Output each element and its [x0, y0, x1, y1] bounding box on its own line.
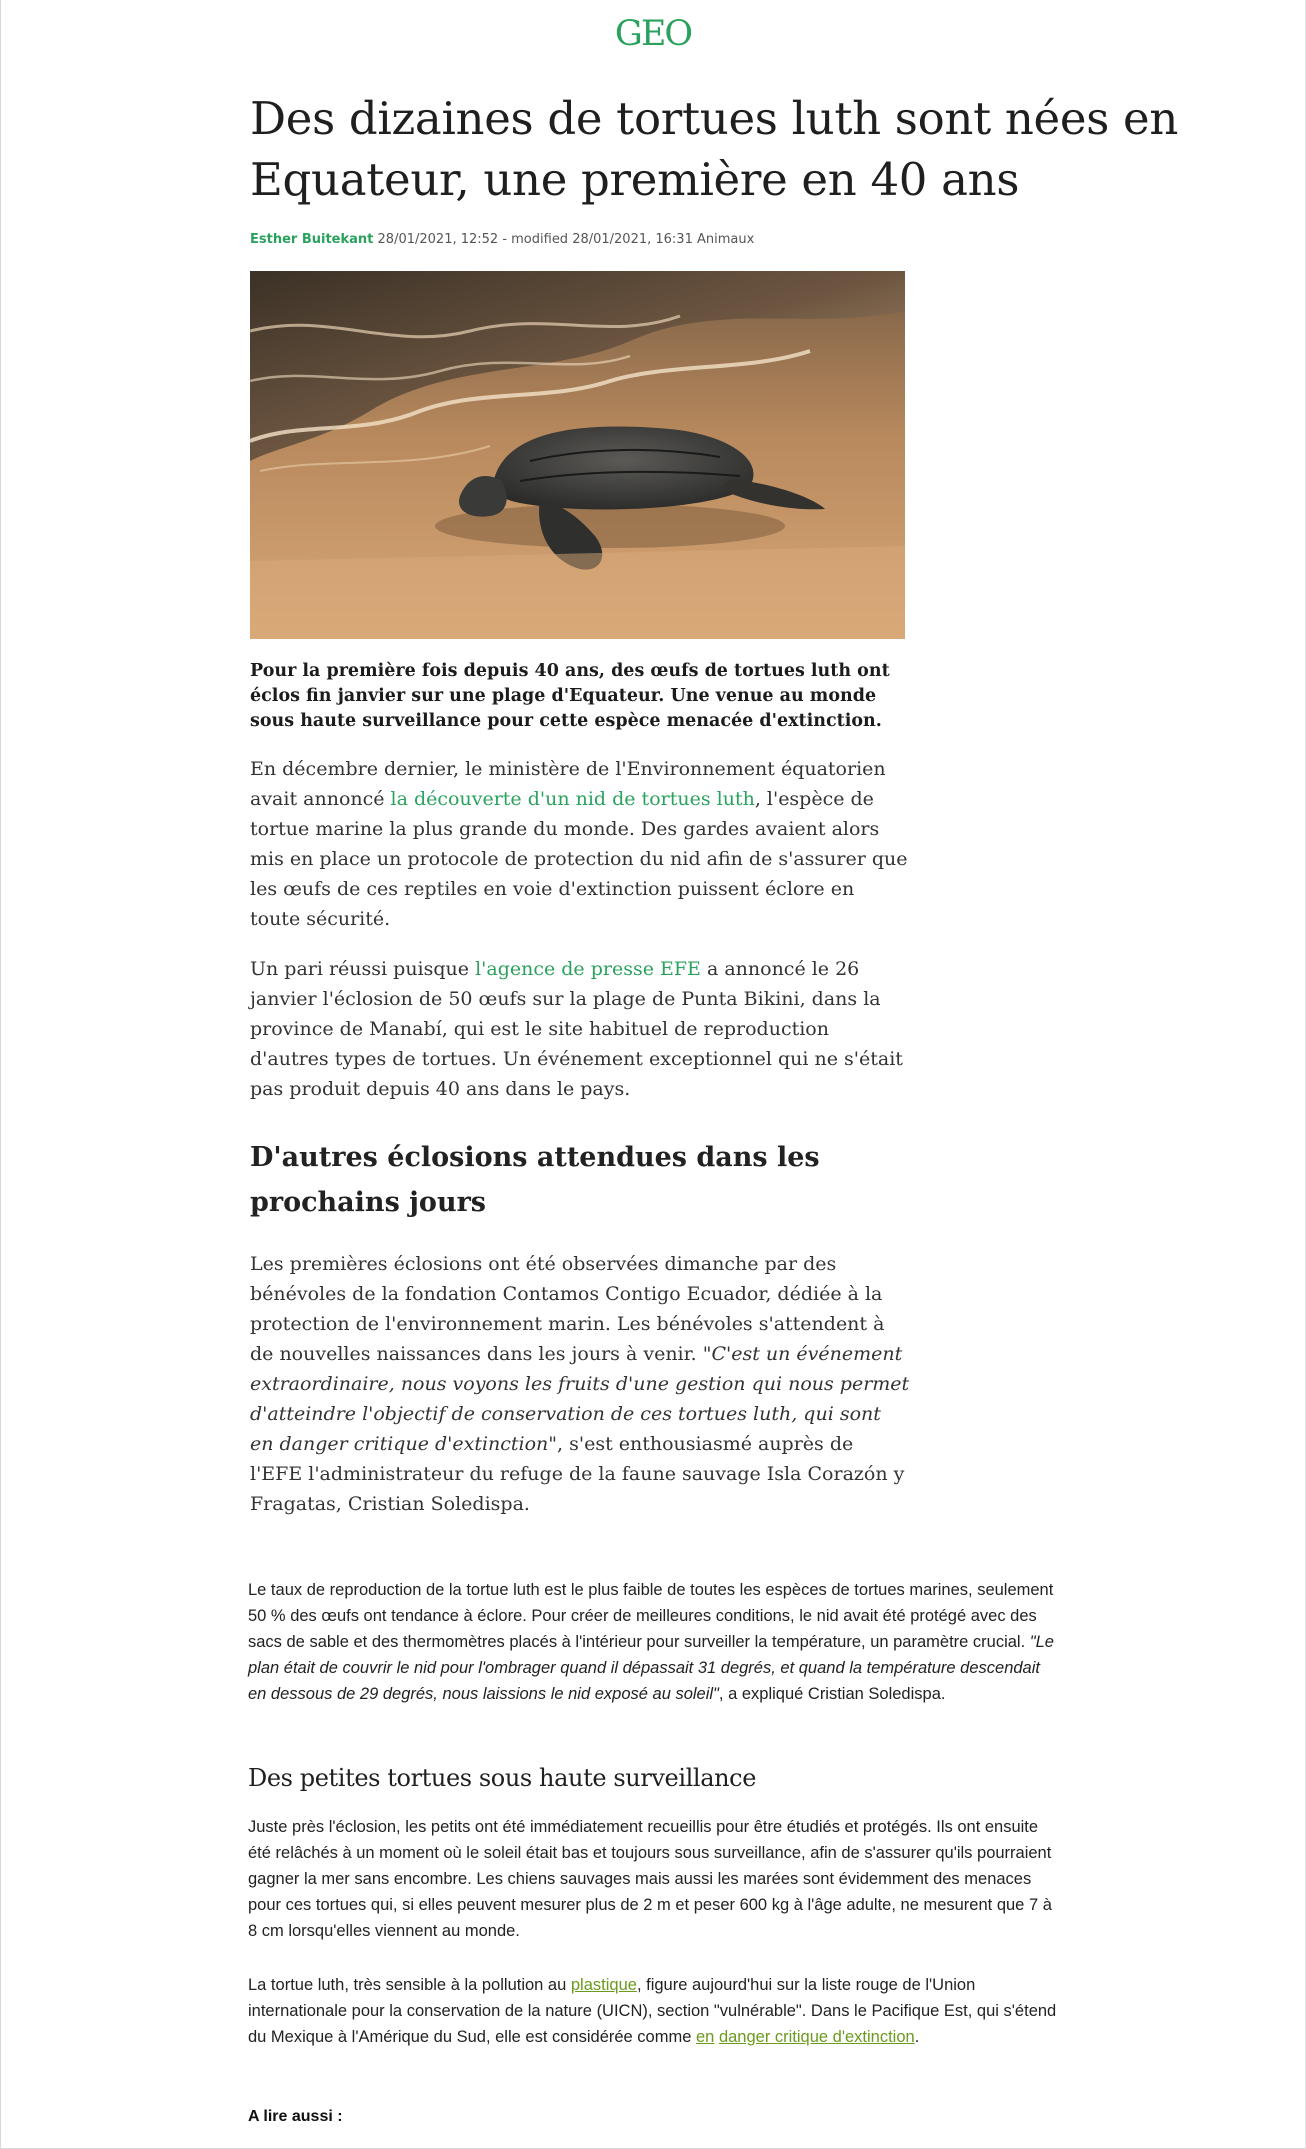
read-also-label: A lire aussi : [248, 2108, 343, 2125]
section-heading-1: D'autres éclosions attendues dans les prochains jours [250, 1142, 820, 1218]
paragraph-text: , a expliqué Cristian Soledispa. [718, 1685, 946, 1703]
paragraph-5: Juste près l'éclosion, les petits ont été immédiatement recueillis pour être étudiés et protégés. Ils ont ensuite été relâchés à un moment où le soleil était bas et toujours sous surveillance, afin de s'assurer qu'ils pourraient gagner la mer sans encombre. Les chiens sauvages mais aussi les marées sont évidemment des menaces pour ces tortues qui, si elles peuvent mesurer plus de 2 m et peser 600 kg à l'âge adulte, ne mesurent que 7 à 8 cm lorsqu'elles viennent au monde. [248, 1818, 1052, 1940]
paragraph-6 [248, 1972, 1058, 2050]
article-lede: Pour la première fois depuis 40 ans, des œufs de tortues luth ont éclos fin janvier sur une plage d'Equateur. Une venue au monde sous haute surveillance pour cette espèce menacée d'extinction. [250, 661, 890, 731]
paragraph-text: Les premières éclosions ont été observées dimanche par des bénévoles de la fondation Contamos Contigo Ecuador, dédiée à la protection de l'environnement marin. Les bénévoles s'attendent à de nouvelles naissances dans les jours à venir. " [250, 1253, 885, 1365]
paragraph-text: , figure aujourd'hui sur la liste rouge de l'Union internationale pour la conservation de la nature (UICN), section "vulnérable". Dans le Pacifique Est, qui s'étend du Mexique à l'Amérique du Sud, elle est considérée comme [248, 1976, 1057, 2046]
article-date: 28/01/2021, 12:52 - modified 28/01/2021, 16:31 [377, 232, 693, 247]
efe-agency-link[interactable]: l'agence de presse EFE [475, 958, 701, 980]
quote-text: C'est un événement extraordinaire, nous voyons les fruits d'une gestion qui nous permet d'atteindre l'objectif de conservation de ces tortues luth, qui sont en danger critique d'extinction [250, 1343, 910, 1455]
paragraph-text: a annoncé le 26 janvier l'éclosion de 50 œufs sur la plage de Punta Bikini, dans la province de Manabí, qui est le site habituel de reproduction d'autres types de tortues. Un événement exceptionnel qui ne s'était pas produit depuis 40 ans dans le pays. [250, 958, 903, 1100]
nest-discovery-link[interactable]: la découverte d'un nid de tortues luth [390, 788, 755, 810]
en-link[interactable]: en [695, 2028, 715, 2046]
paragraph-text: ", s'est enthousiasmé auprès de l'EFE l'administrateur du refuge de la faune sauvage Isla Corazón y Fragatas, Cristian Soledispa. [250, 1433, 905, 1515]
paragraph-text: En décembre dernier, le ministère de l'Environnement équatorien avait annoncé [250, 758, 886, 810]
hero-image [250, 271, 905, 639]
section-heading-2: Des petites tortues sous haute surveillance [248, 1764, 756, 1792]
paragraph-text: La tortue luth, très sensible à la pollution au [248, 1976, 571, 1994]
paragraph-2 [250, 954, 910, 1104]
paragraph-4 [248, 1577, 1058, 1707]
article-meta [250, 232, 950, 247]
site-logo[interactable]: GEO [614, 14, 692, 54]
critical-danger-link[interactable]: danger critique d'extinction [718, 2028, 915, 2046]
article-title: Des dizaines de tortues luth sont nées en Equateur, une première en 40 ans [250, 92, 1179, 206]
category-link[interactable]: Animaux [697, 232, 755, 247]
paragraph-text: , l'espèce de tortue marine la plus grande du monde. Des gardes avaient alors mis en place un protocole de protection du nid afin de s'assurer que les œufs de ces reptiles en voie d'extinction puissent éclore en toute sécurité. [250, 788, 908, 930]
paragraph-text: . [914, 2028, 920, 2046]
paragraph-text: Un pari réussi puisque [250, 958, 476, 980]
leatherback-turtle-photo [250, 271, 905, 639]
paragraph-text: Le taux de reproduction de la tortue luth est le plus faible de toutes les espèces de tortues marines, seulement 50 % des œufs ont tendance à éclore. Pour créer de meilleures conditions, le nid avait été protégé avec des sacs de sable et des thermomètres placés à l'intérieur pour surveiller la température, un paramètre crucial. [248, 1581, 1054, 1651]
paragraph-3 [250, 1249, 910, 1519]
quote-text: "Le plan était de couvrir le nid pour l'ombrager quand il dépassait 31 degrés, et quand la température descendait en dessous de 29 degrés, nous laissions le nid exposé au soleil" [248, 1633, 1054, 1703]
author-link[interactable]: Esther Buitekant [250, 232, 374, 247]
page-border-left [0, 0, 1, 2149]
plastic-link[interactable]: plastique [570, 1976, 637, 1994]
paragraph-1 [250, 754, 910, 934]
